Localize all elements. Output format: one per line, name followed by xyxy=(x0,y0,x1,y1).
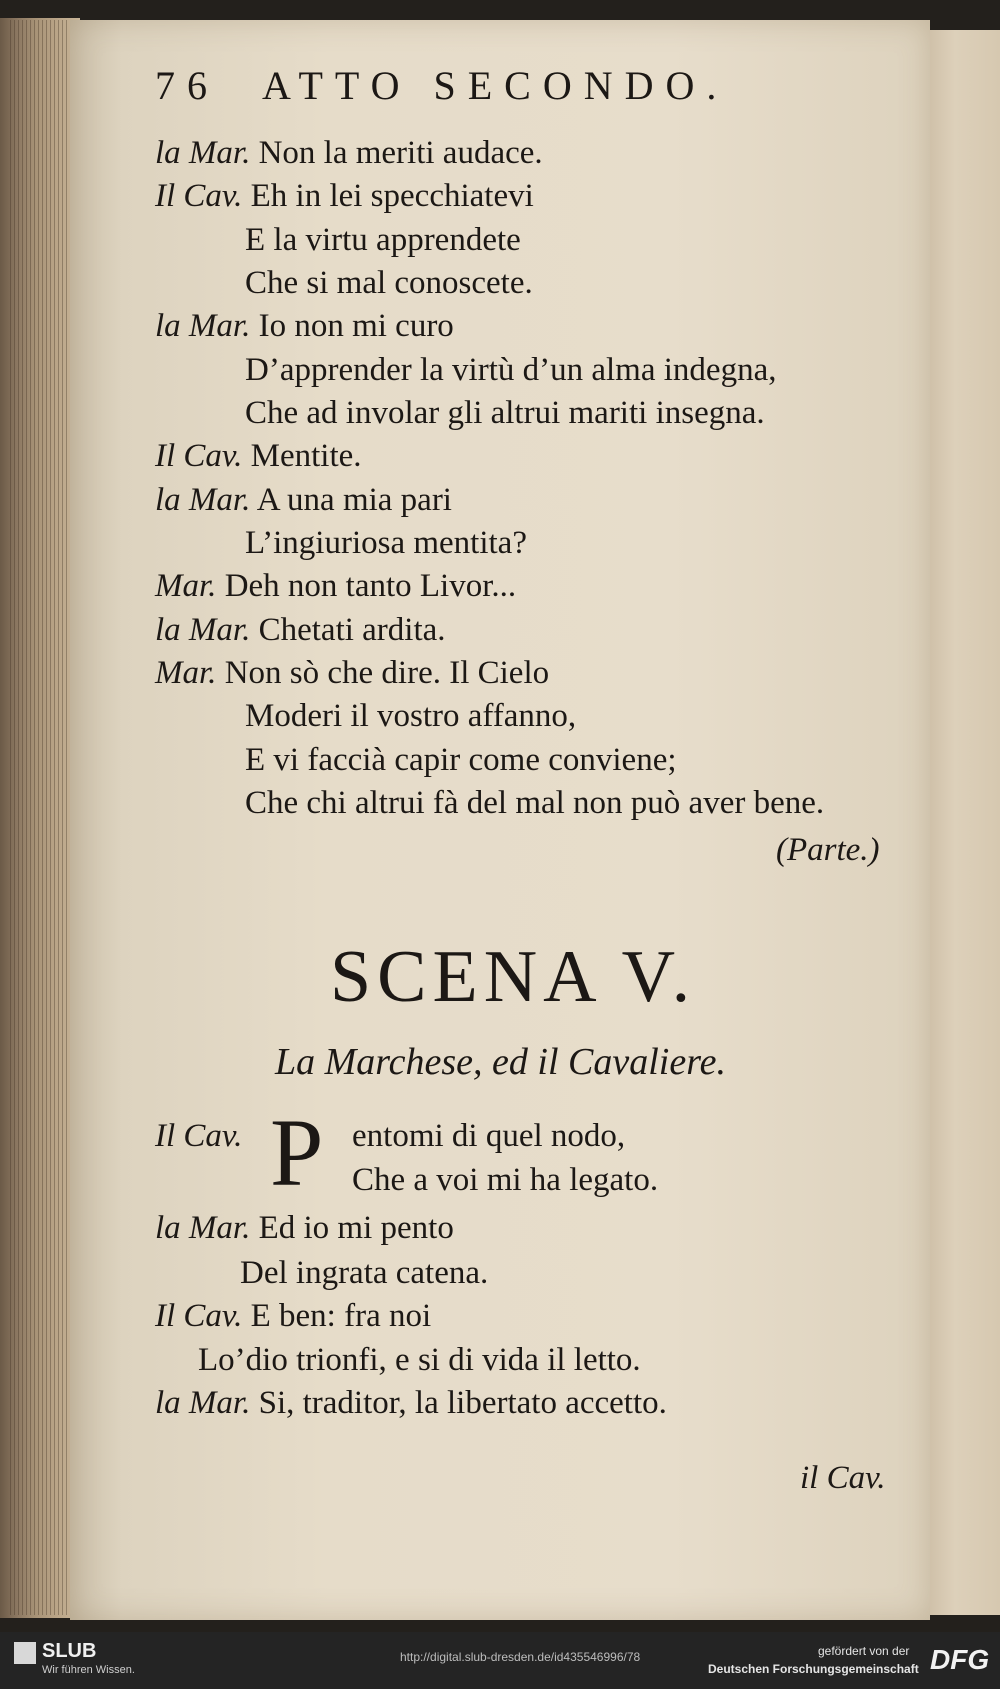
dialogue-line: D’apprender la virtù d’un alma indegna, xyxy=(245,352,777,388)
speaker-label: Il Cav. xyxy=(155,438,243,474)
scene-subtitle: La Marchese, ed il Cavaliere. xyxy=(275,1041,726,1083)
viewer-footer xyxy=(0,1632,1000,1689)
dialogue-line xyxy=(155,655,549,692)
dialogue-line xyxy=(155,438,362,475)
dialogue-line xyxy=(155,308,454,345)
line-text: Si, traditor, la libertato accetto. xyxy=(258,1385,667,1421)
dialogue-line xyxy=(155,612,446,649)
permalink-url[interactable]: http://digital.slub-dresden.de/id435546996/78 xyxy=(400,1650,641,1664)
speaker-label: Il Cav. xyxy=(155,1118,243,1154)
dialogue-line: Che ad involar gli altrui mariti insegna. xyxy=(245,395,765,431)
line-text: E ben: fra noi xyxy=(250,1298,432,1334)
catchword: il Cav. xyxy=(800,1460,886,1496)
dialogue-line: Che a voi mi ha legato. xyxy=(352,1162,659,1198)
speaker-label: la Mar. xyxy=(155,482,251,518)
dialogue-line: E la virtu apprendete xyxy=(245,222,521,258)
dialogue-line xyxy=(155,1210,454,1247)
line-text: Eh in lei specchiatevi xyxy=(250,178,534,214)
speaker-label: la Mar. xyxy=(155,135,251,171)
dialogue-line: Che chi altrui fà del mal non può aver bene. xyxy=(245,785,825,821)
line-text: A una mia pari xyxy=(256,482,452,518)
dialogue-line: Del ingrata catena. xyxy=(240,1255,489,1291)
dialogue-line xyxy=(155,135,543,172)
dialogue-line xyxy=(155,178,534,215)
line-text: Non sò che dire. Il Cielo xyxy=(224,655,550,691)
line-text: Chetati ardita. xyxy=(258,612,446,648)
facing-page-edge xyxy=(925,30,1000,1615)
dfg-logo: DFG xyxy=(930,1644,990,1675)
drop-cap: P xyxy=(270,1099,324,1206)
line-text: Deh non tanto Livor... xyxy=(224,568,517,604)
line-text: Non la meriti audace. xyxy=(258,135,543,171)
dialogue-line: Lo’dio trionfi, e si di vida il letto. xyxy=(198,1342,641,1378)
dialogue-line: entomi di quel nodo, xyxy=(352,1118,626,1154)
slub-tagline: Wir führen Wissen. xyxy=(42,1664,135,1676)
page-header-title: ATTO SECONDO. xyxy=(262,63,729,108)
funding-text-line1: gefördert von der xyxy=(818,1644,910,1658)
dialogue-line: L’ingiuriosa mentita? xyxy=(245,525,527,561)
speaker-label: la Mar. xyxy=(155,1210,251,1246)
line-text: Ed io mi pento xyxy=(258,1210,454,1246)
page-number: 76 xyxy=(155,63,219,108)
dialogue-line xyxy=(155,1385,667,1422)
speaker-label: la Mar. xyxy=(155,308,251,344)
slub-logo-text: SLUB xyxy=(42,1640,97,1662)
slub-logo-icon xyxy=(14,1642,36,1664)
speaker-label: Il Cav. xyxy=(155,1298,243,1334)
dialogue-line xyxy=(155,568,516,605)
dialogue-line: Che si mal conoscete. xyxy=(245,265,533,301)
dialogue-line: E vi faccià capir come conviene; xyxy=(245,742,677,778)
funding-text-line2: Deutschen Forschungsgemeinschaft xyxy=(708,1662,919,1676)
dialogue-line: Moderi il vostro affanno, xyxy=(245,698,577,734)
speaker-label: Mar. xyxy=(155,568,217,604)
dialogue-line xyxy=(155,1298,431,1335)
dialogue-line xyxy=(155,482,452,519)
speaker-label: la Mar. xyxy=(155,612,251,648)
line-text: Io non mi curo xyxy=(258,308,454,344)
line-text: Mentite. xyxy=(250,438,362,474)
scene-title: SCENA V. xyxy=(330,936,697,1018)
speaker-label: Mar. xyxy=(155,655,217,691)
speaker-label: la Mar. xyxy=(155,1385,251,1421)
stage-direction: (Parte.) xyxy=(776,832,880,868)
book-edge-pages xyxy=(10,20,72,1615)
speaker-label: Il Cav. xyxy=(155,178,243,214)
